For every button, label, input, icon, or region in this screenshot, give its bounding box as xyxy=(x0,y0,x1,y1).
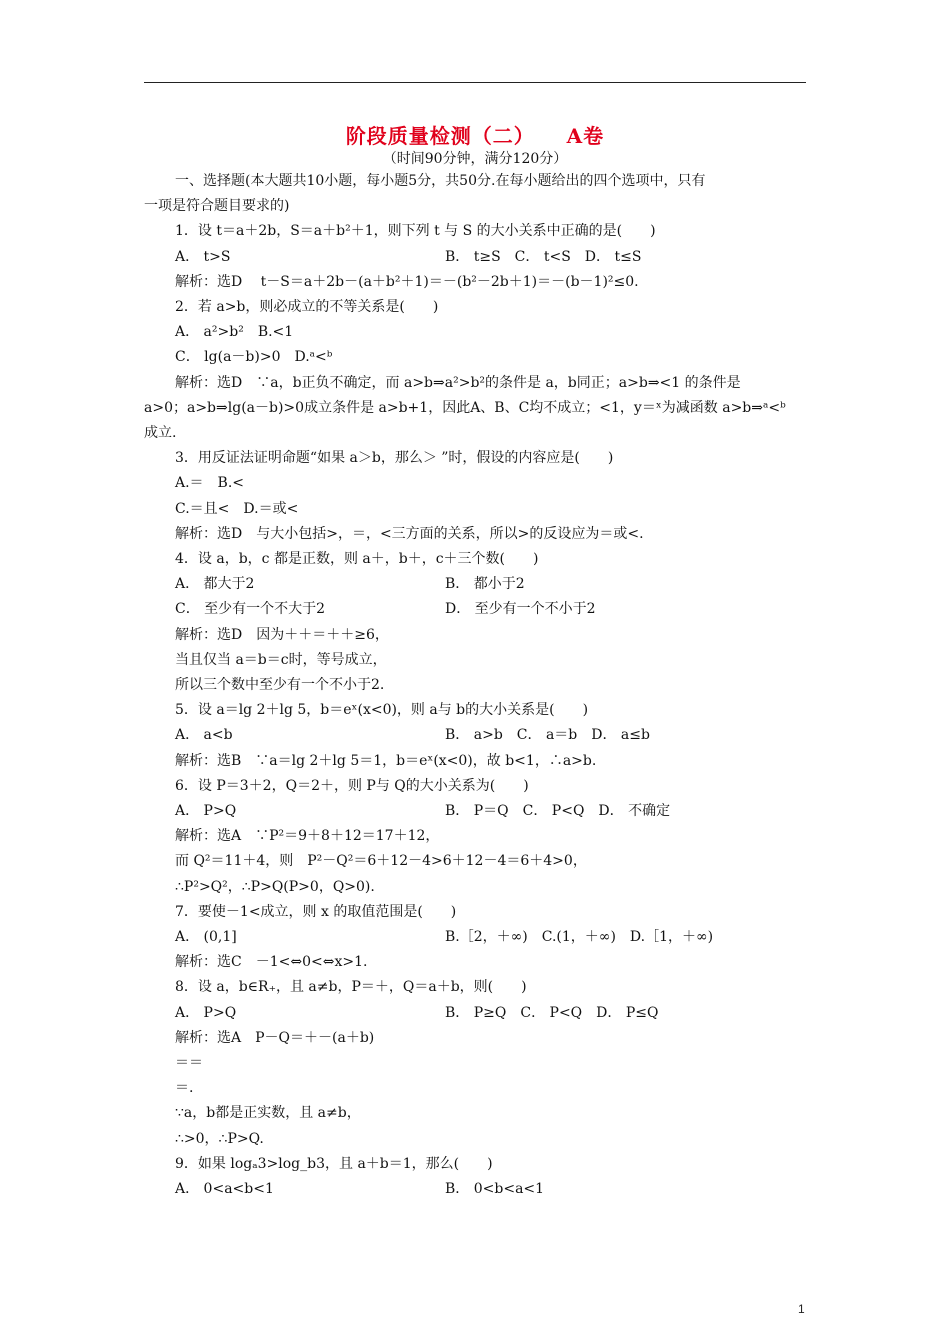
text-line xyxy=(175,374,741,392)
text-line xyxy=(175,1029,374,1047)
text-line xyxy=(175,802,671,820)
line-text: 而 Q²＝11＋4，则 P²－Q²＝6＋12－4>6＋12－4＝6＋4>0， xyxy=(175,853,587,870)
line-text: 4．设 a，b，c 都是正数，则 a＋，b＋，c＋三个数( ) xyxy=(175,551,539,567)
line-options-right: B． t≥S C． t<S D． t≤S xyxy=(445,248,642,265)
line-text: 5．设 a＝lg 2＋lg 5，b＝eˣ(x<0)，则 a与 b的大小关系是( ) xyxy=(175,702,589,719)
text-line xyxy=(175,500,298,518)
text-line xyxy=(175,903,456,921)
text-line xyxy=(175,298,438,316)
line-text: A.＝ B.< xyxy=(175,475,245,492)
line-options-right: B． 都小于2 xyxy=(445,576,525,593)
text-line xyxy=(144,197,289,215)
text-line xyxy=(175,1104,361,1122)
line-text: C.＝且< D.＝或< xyxy=(175,500,299,517)
text-line xyxy=(175,248,642,266)
text-line xyxy=(175,575,525,593)
line-text: A． a²>b² B.<1 xyxy=(175,324,294,341)
text-line xyxy=(175,953,367,971)
line-text: A． t>S xyxy=(175,248,231,265)
text-line xyxy=(175,777,529,795)
line-text: 一、选择题(本大题共10小题，每小题5分，共50分.在每小题给出的四个选项中，只有 xyxy=(175,173,706,189)
line-text: A． 0<a<b<1 xyxy=(175,1181,274,1197)
line-text: ∴>0，∴P>Q. xyxy=(175,1130,264,1147)
text-line xyxy=(175,978,527,996)
text-line xyxy=(175,323,293,341)
text-line xyxy=(175,626,389,644)
line-text: A． P>Q xyxy=(175,803,237,819)
line-text: 1．设 t＝a＋2b，S＝a＋b²＋1，则下列 t 与 S 的大小关系中正确的是( ) xyxy=(175,223,656,240)
text-line xyxy=(175,1155,493,1173)
line-options-right: B． P≥Q C． P<Q D． P≤Q xyxy=(445,1004,659,1021)
header-rule xyxy=(144,82,806,83)
text-line xyxy=(175,550,538,568)
line-text: ＝. xyxy=(175,1080,194,1097)
text-line xyxy=(175,172,705,190)
line-text: 3．用反证法证明命题“如果 a＞b，那么＞ ”时，假设的内容应是( ) xyxy=(175,450,614,467)
line-text: a>0；a>b⇒lg(a－b)>0成立条件是 a>b+1，因此A、B、C均不成立；<1，y＝ˣ为减函数 a>b⇒ᵃ<ᵇ xyxy=(144,399,786,416)
page-title: 阶段质量检测（二） A卷 xyxy=(345,124,605,148)
text-line xyxy=(175,1180,545,1198)
line-text: A． (0,1] xyxy=(175,929,237,945)
line-text: ∴P²>Q²，∴P>Q(P>0，Q>0). xyxy=(175,878,375,895)
text-line xyxy=(175,676,384,694)
text-line xyxy=(175,726,650,744)
line-options-right: B.［2，＋∞) C.(1，＋∞) D.［1，＋∞) xyxy=(445,929,714,945)
line-text: 6．设 P＝3＋2，Q＝2＋，则 P与 Q的大小关系为( ) xyxy=(175,777,529,794)
text-line xyxy=(175,827,439,845)
line-text: C． lg(a－b)>0 D.ᵃ<ᵇ xyxy=(175,349,333,366)
text-line xyxy=(175,1054,203,1072)
text-line xyxy=(175,651,387,669)
line-text: ∵a，b都是正实数，且 a≠b， xyxy=(175,1105,361,1122)
text-line xyxy=(175,222,656,240)
line-text: 2．若 a>b，则必成立的不等关系是( ) xyxy=(175,299,439,315)
text-line xyxy=(175,600,596,618)
line-text: 成立. xyxy=(144,425,177,441)
text-line xyxy=(144,424,176,442)
line-text: ＝＝ xyxy=(175,1055,203,1071)
text-line xyxy=(175,928,714,946)
text-line xyxy=(175,752,596,770)
line-text: 解析：选D ∵a，b正负不确定，而 a>b⇒a²>b²的条件是 a，b同正；a>b⇒<1 的条件是 xyxy=(175,374,741,391)
line-options-right: B． P＝Q C． P<Q D． 不确定 xyxy=(445,803,671,819)
line-text: 解析：选D t－S＝a＋2b－(a＋b²＋1)＝－(b²－2b＋1)＝－(b－1)²≤0. xyxy=(175,273,639,290)
line-options-right: D． 至少有一个不小于2 xyxy=(445,601,596,618)
line-text: 解析：选D 因为＋＋＝＋＋≥6， xyxy=(175,626,389,643)
line-text: 当且仅当 a＝b＝c时，等号成立， xyxy=(175,651,387,668)
text-line xyxy=(144,399,786,417)
line-text: 解析：选A ∵P²＝9＋8＋12＝17＋12， xyxy=(175,828,440,845)
page-number: 1 xyxy=(798,1302,805,1316)
line-options-right: B． 0<b<a<1 xyxy=(445,1181,545,1197)
text-line xyxy=(175,525,644,543)
line-text: 解析：选C －1<⇔0<⇔x>1. xyxy=(175,954,368,971)
line-text: 所以三个数中至少有一个不小于2. xyxy=(175,677,385,693)
text-line xyxy=(175,878,375,896)
line-text: C． 至少有一个不大于2 xyxy=(175,601,326,618)
text-line xyxy=(175,1079,193,1097)
line-text: 解析：选D 与大小包括>，＝，<三方面的关系，所以>的反设应为＝或<. xyxy=(175,525,644,542)
text-line xyxy=(175,449,613,467)
line-text: 一项是符合题目要求的) xyxy=(144,198,290,215)
page-subtitle: （时间90分钟，满分120分） xyxy=(382,151,568,167)
line-text: 7．要使－1<成立，则 x 的取值范围是( ) xyxy=(175,903,457,920)
line-text: 解析：选B ∵a＝lg 2＋lg 5＝1，b＝eˣ(x<0)，故 b<1，∴a>b. xyxy=(175,752,597,769)
line-text: 解析：选A P－Q＝＋－(a＋b) xyxy=(175,1029,375,1046)
text-line xyxy=(175,474,244,492)
text-line xyxy=(175,348,332,366)
text-line xyxy=(175,273,639,291)
text-line xyxy=(175,1004,659,1022)
line-options-right: B． a>b C． a＝b D． a≤b xyxy=(445,727,650,744)
line-text: A． 都大于2 xyxy=(175,576,255,593)
text-line xyxy=(175,852,587,870)
text-line xyxy=(175,1130,264,1148)
text-line xyxy=(175,701,588,719)
line-text: 8．设 a，b∈R₊，且 a≠b，P＝＋，Q＝a＋b，则( ) xyxy=(175,979,527,996)
line-text: A． P>Q xyxy=(175,1004,237,1021)
line-text: 9．如果 logₐ3>log_b3，且 a＋b＝1，那么( ) xyxy=(175,1155,493,1172)
line-text: A． a<b xyxy=(175,727,233,744)
